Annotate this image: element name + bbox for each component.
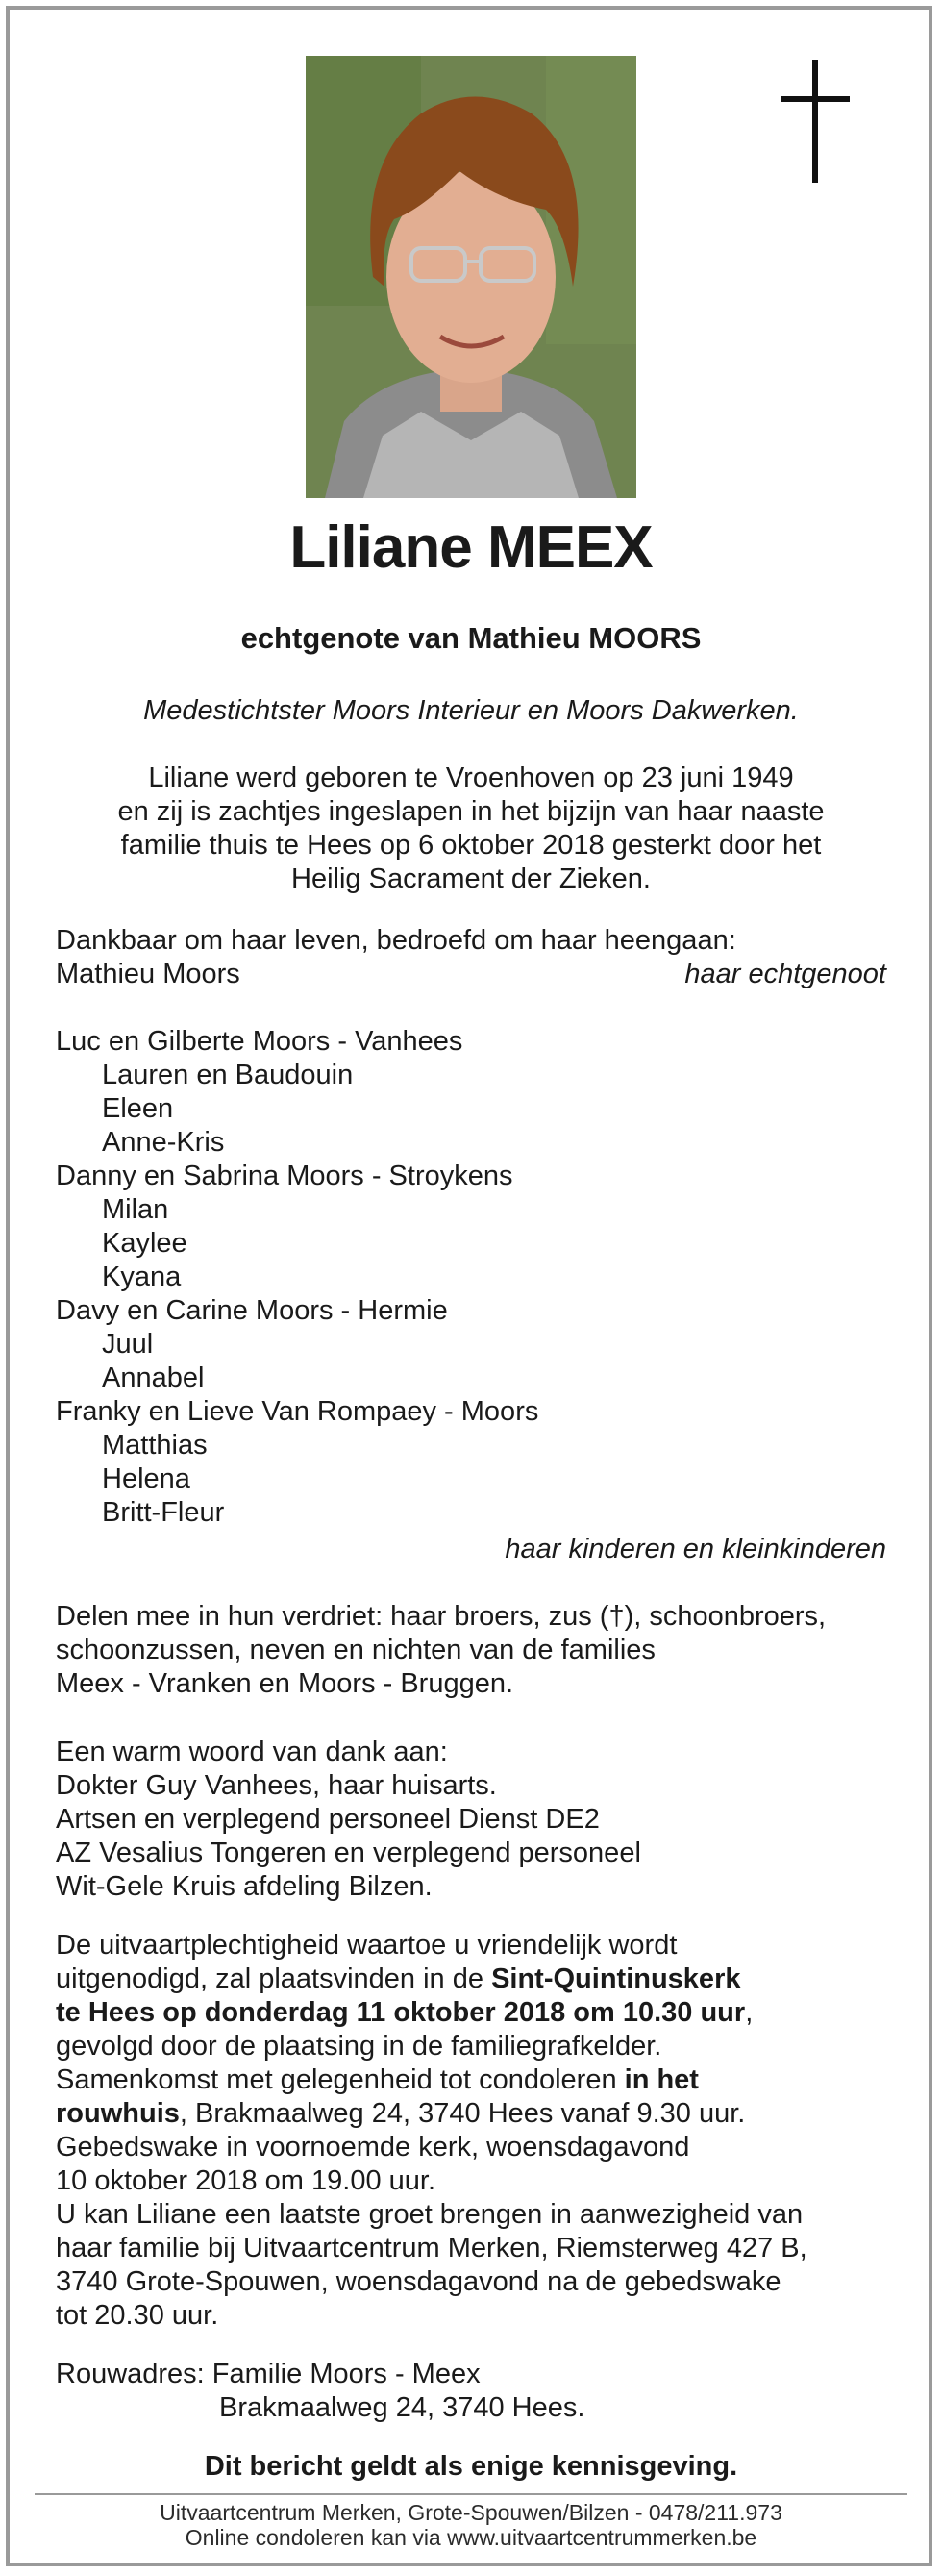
bio-line: Heilig Sacrament der Zieken. xyxy=(291,863,651,894)
bio-line: en zij is zachtjes ingeslapen in het bijzijn van haar naaste xyxy=(117,796,825,827)
family-line: Matthias xyxy=(102,1430,208,1461)
ceremony-line: Gebedswake in voornoemde kerk, woensdagavond xyxy=(56,2132,690,2163)
ceremony-line: rouwhuis, Brakmaalweg 24, 3740 Hees vanaf 9.30 uur. xyxy=(56,2098,746,2129)
portrait-photo xyxy=(306,56,636,498)
family-line: Annabel xyxy=(102,1363,205,1393)
family-line: Luc en Gilberte Moors - Vanhees xyxy=(56,1026,463,1057)
bio-line: familie thuis te Hees op 6 oktober 2018 gesterkt door het xyxy=(120,830,822,861)
address-street: Brakmaalweg 24, 3740 Hees. xyxy=(219,2392,585,2423)
ceremony-line: 3740 Grote-Spouwen, woensdagavond na de gebedswake xyxy=(56,2266,781,2297)
thanks-line: Wit-Gele Kruis afdeling Bilzen. xyxy=(56,1871,433,1902)
spouse-line: echtgenote van Mathieu MOORS xyxy=(240,621,702,655)
footer-line: Online condoleren kan via www.uitvaartcentrummerken.be xyxy=(185,2525,757,2550)
family-line: Juul xyxy=(102,1329,154,1360)
husband-name: Mathieu Moors xyxy=(56,959,240,989)
family-line: Kaylee xyxy=(102,1228,187,1259)
notice-line: Dit bericht geldt als enige kennisgeving. xyxy=(204,2451,738,2482)
bio-line: Liliane werd geboren te Vroenhoven op 23 juni 1949 xyxy=(148,763,794,793)
grateful-intro: Dankbaar om haar leven, bedroefd om haar heengaan: xyxy=(56,925,736,956)
thanks-line: AZ Vesalius Tongeren en verplegend personeel xyxy=(56,1838,641,1868)
family-line: Helena xyxy=(102,1463,190,1494)
thanks-line: Artsen en verplegend personeel Dienst DE2 xyxy=(56,1804,600,1835)
ceremony-line: De uitvaartplechtigheid waartoe u vriendelijk wordt xyxy=(56,1930,678,1961)
address-label: Rouwadres: Familie Moors - Meex xyxy=(56,2359,481,2389)
family-line: Davy en Carine Moors - Hermie xyxy=(56,1295,448,1326)
ceremony-line: 10 oktober 2018 om 19.00 uur. xyxy=(56,2165,436,2196)
family-line: Lauren en Baudouin xyxy=(102,1060,354,1090)
ceremony-line: uitgenodigd, zal plaatsvinden in de Sint-Quintinuskerk xyxy=(56,1963,741,1994)
thanks-line: Een warm woord van dank aan: xyxy=(56,1737,448,1767)
role-line: Medestichtster Moors Interieur en Moors Dakwerken. xyxy=(143,695,799,726)
family-line: Anne-Kris xyxy=(102,1127,225,1158)
deceased-name: Liliane MEEX xyxy=(289,514,653,581)
footer-line: Uitvaartcentrum Merken, Grote-Spouwen/Bilzen - 0478/211.973 xyxy=(160,2500,782,2525)
ceremony-line: haar familie bij Uitvaartcentrum Merken, Riemsterweg 427 B, xyxy=(56,2233,807,2263)
children-label: haar kinderen en kleinkinderen xyxy=(505,1534,886,1564)
family-line: Eleen xyxy=(102,1093,174,1124)
family-line: Kyana xyxy=(102,1262,182,1292)
family-line: Milan xyxy=(102,1194,169,1225)
ceremony-line: gevolgd door de plaatsing in de familiegrafkelder. xyxy=(56,2031,662,2062)
footer-divider xyxy=(35,2493,907,2495)
ceremony-line: U kan Liliane een laatste groet brengen in aanwezigheid van xyxy=(56,2199,804,2230)
thanks-line: Dokter Guy Vanhees, haar huisarts. xyxy=(56,1770,497,1801)
family-line: Franky en Lieve Van Rompaey - Moors xyxy=(56,1396,539,1427)
share-grief-line: Meex - Vranken en Moors - Bruggen. xyxy=(56,1668,514,1699)
husband-label: haar echtgenoot xyxy=(684,959,886,989)
ceremony-line: te Hees op donderdag 11 oktober 2018 om 10.30 uur, xyxy=(56,1997,754,2028)
cross-icon xyxy=(781,60,850,183)
share-grief-line: Delen mee in hun verdriet: haar broers, zus (†), schoonbroers, xyxy=(56,1601,827,1632)
family-line: Danny en Sabrina Moors - Stroykens xyxy=(56,1161,513,1191)
ceremony-line: tot 20.30 uur. xyxy=(56,2300,219,2331)
share-grief-line: schoonzussen, neven en nichten van de families xyxy=(56,1635,656,1665)
ceremony-line: Samenkomst met gelegenheid tot condoleren in het xyxy=(56,2064,699,2095)
family-line: Britt-Fleur xyxy=(102,1497,225,1528)
